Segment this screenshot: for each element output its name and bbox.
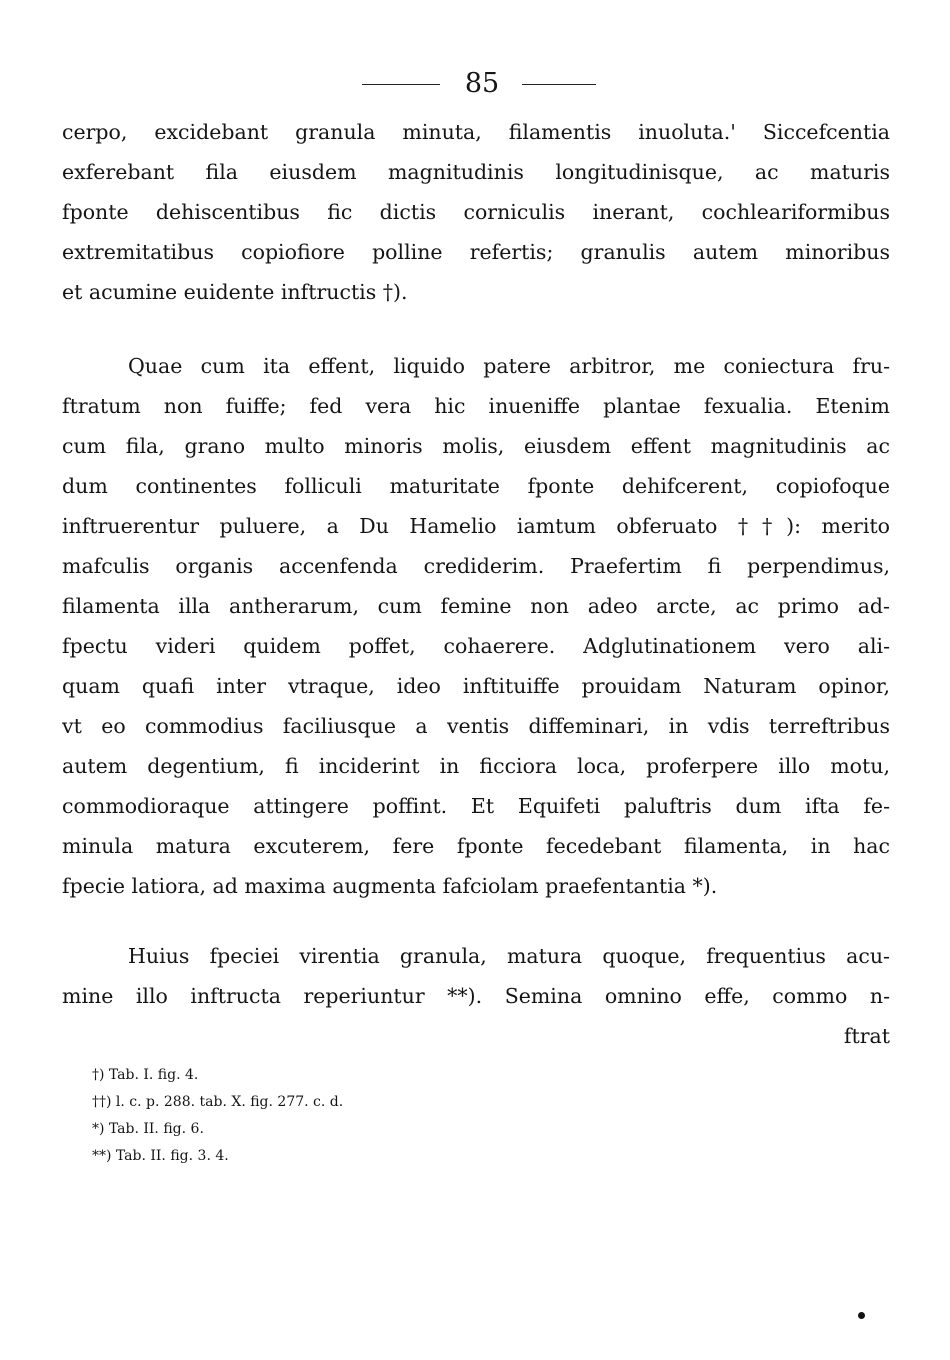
text-line: mafculis organis accenfenda crediderim. Praefertim fi perpendimus, [62, 554, 890, 578]
main-text [62, 112, 890, 1056]
paragraph-gap [62, 906, 890, 936]
text-line: exferebant fila eiusdem magnitudinis longitudinisque, ac maturis [62, 160, 890, 184]
text-line: autem degentium, fi inciderint in ficciora loca, proferpere illo motu, [62, 754, 890, 778]
text-line: filamenta illa antherarum, cum femine non adeo arcte, ac primo ad- [62, 594, 890, 618]
page-header [0, 64, 950, 104]
footnote: **) Tab. II. fig. 3. 4. [92, 1148, 229, 1164]
paragraph-gap [62, 312, 890, 346]
footnote: ††) l. c. p. 288. tab. X. fig. 277. c. d. [92, 1094, 344, 1110]
catchword: ftrat [843, 1024, 890, 1048]
text-line: fpecie latiora, ad maxima augmenta fafciolam praefentantia *). [62, 874, 718, 898]
text-line: commodioraque attingere poffint. Et Equifeti paluftris dum ifta fe- [62, 794, 890, 818]
ink-dot [858, 1312, 865, 1319]
text-line: quam quafi inter vtraque, ideo inftituiffe prouidam Naturam opinor, [62, 674, 890, 698]
paragraph-2 [62, 346, 890, 906]
text-line: et acumine euidente inftructis †). [62, 280, 408, 304]
text-line: fponte dehiscentibus fic dictis corniculis inerant, cochleariformibus [62, 200, 890, 224]
header-rule-right [522, 84, 596, 85]
page-number: 85 [464, 68, 500, 99]
footnotes [92, 1062, 592, 1170]
text-line: mine illo inftructa reperiuntur **). Semina omnino effe, commo n- [62, 984, 890, 1008]
paragraph-3 [62, 936, 890, 1056]
text-line: cerpo, excidebant granula minuta, filamentis inuoluta.' Siccefcentia [62, 120, 890, 144]
text-line: minula matura excuterem, fere fponte fecedebant filamenta, in hac [62, 834, 890, 858]
header-rule-left [362, 84, 440, 85]
text-line: fpectu videri quidem poffet, cohaerere. Adglutinationem vero ali- [62, 634, 890, 658]
text-line: vt eo commodius faciliusque a ventis diffeminari, in vdis terreftribus [62, 714, 890, 738]
text-line: cum fila, grano multo minoris molis, eiusdem effent magnitudinis ac [62, 434, 890, 458]
paragraph-1 [62, 112, 890, 312]
footnote: †) Tab. I. fig. 4. [92, 1067, 199, 1083]
text-line: inftruerentur puluere, a Du Hamelio iamtum obferuato ††): merito [62, 514, 890, 538]
text-line: ftratum non fuiffe; fed vera hic inueniffe plantae fexualia. Etenim [62, 394, 890, 418]
text-line: Huius fpeciei virentia granula, matura quoque, frequentius acu- [128, 944, 890, 968]
text-line: Quae cum ita effent, liquido patere arbitror, me coniectura fru- [128, 354, 890, 378]
footnote: *) Tab. II. fig. 6. [92, 1121, 204, 1137]
text-line: dum continentes folliculi maturitate fponte dehifcerent, copiofoque [62, 474, 890, 498]
text-line: extremitatibus copiofiore polline refertis; granulis autem minoribus [62, 240, 890, 264]
